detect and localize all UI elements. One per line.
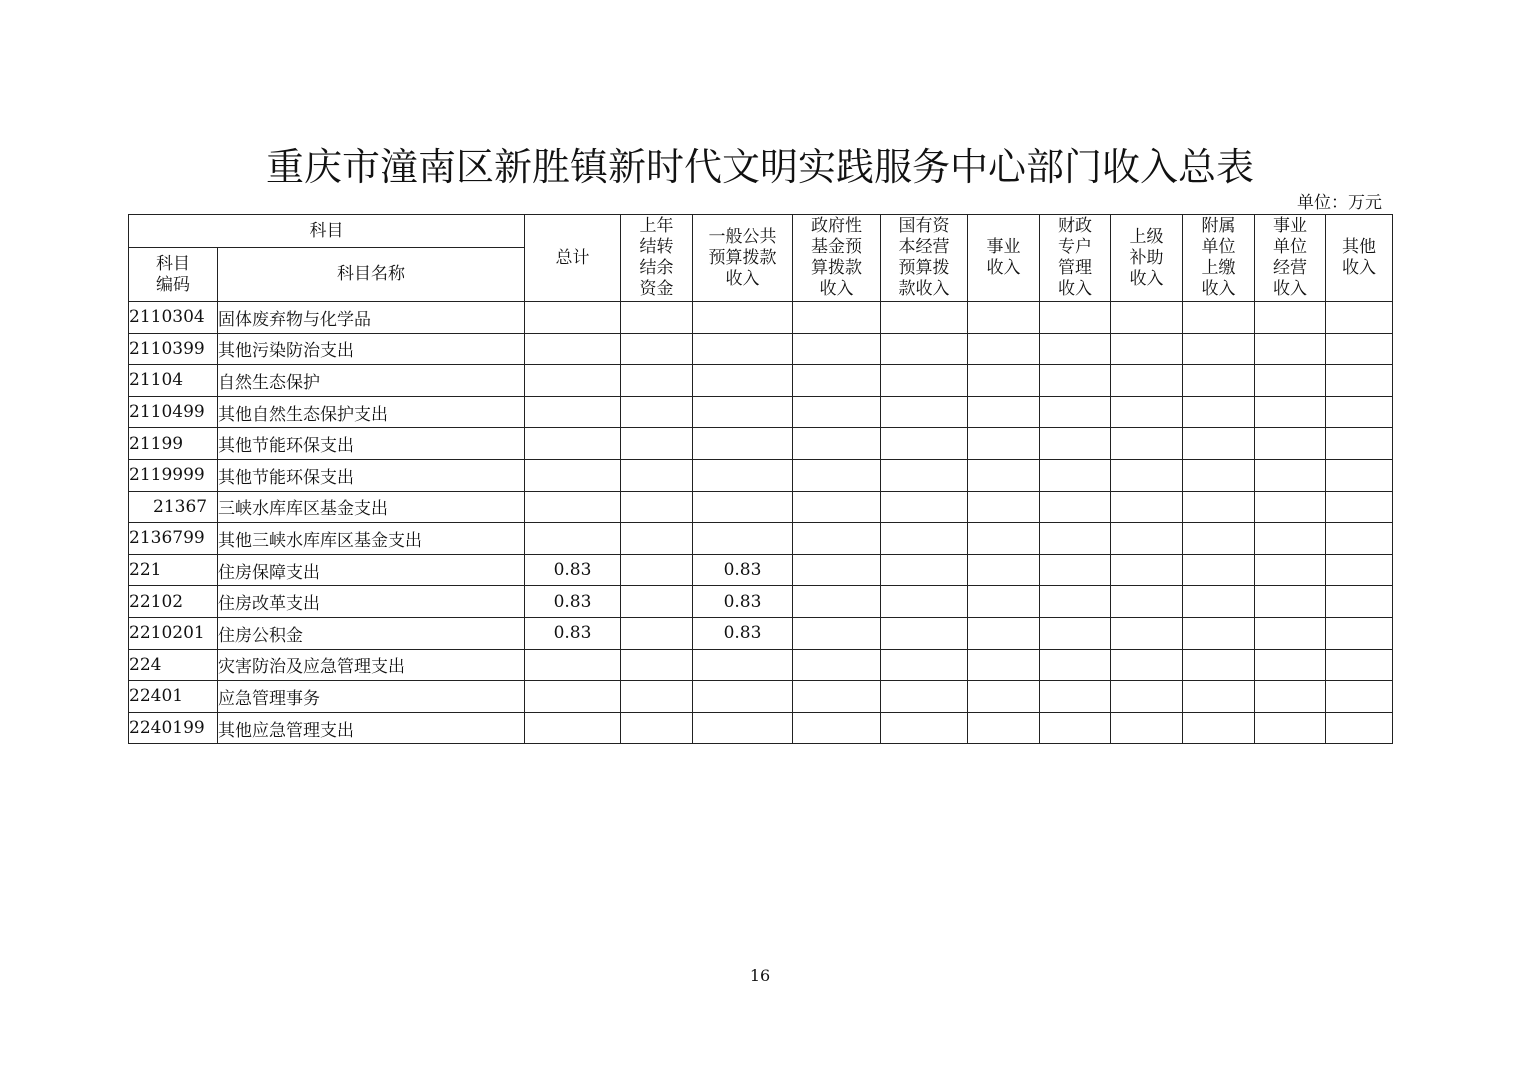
row-total xyxy=(525,302,621,334)
row-business-income xyxy=(968,428,1040,460)
row-gov-fund xyxy=(793,712,881,744)
row-carryover xyxy=(621,649,693,681)
row-other-income xyxy=(1326,649,1393,681)
row-state-capital xyxy=(881,523,968,555)
row-code: 2110499 xyxy=(129,396,218,428)
row-superior-subsidy xyxy=(1111,396,1183,428)
row-other-income xyxy=(1326,712,1393,744)
row-business-income xyxy=(968,554,1040,586)
row-operating-income xyxy=(1255,649,1326,681)
row-carryover xyxy=(621,586,693,618)
row-state-capital xyxy=(881,428,968,460)
row-state-capital xyxy=(881,491,968,523)
row-special-account xyxy=(1040,649,1111,681)
row-other-income xyxy=(1326,459,1393,491)
header-carryover: 上年 结转 结余 资金 xyxy=(621,215,693,302)
row-business-income xyxy=(968,333,1040,365)
row-special-account xyxy=(1040,302,1111,334)
row-business-income xyxy=(968,365,1040,397)
row-code: 21199 xyxy=(129,428,218,460)
row-other-income xyxy=(1326,554,1393,586)
row-affiliated-income xyxy=(1183,302,1255,334)
row-general-budget: 0.83 xyxy=(693,617,793,649)
row-carryover xyxy=(621,523,693,555)
row-code: 2119999 xyxy=(129,459,218,491)
row-general-budget xyxy=(693,681,793,713)
header-gov-fund: 政府性 基金预 算拨款 收入 xyxy=(793,215,881,302)
row-code: 2240199 xyxy=(129,712,218,744)
row-operating-income xyxy=(1255,523,1326,555)
row-general-budget xyxy=(693,491,793,523)
row-operating-income xyxy=(1255,459,1326,491)
row-code: 2110399 xyxy=(129,333,218,365)
table-row xyxy=(129,681,1393,713)
row-superior-subsidy xyxy=(1111,681,1183,713)
row-state-capital xyxy=(881,681,968,713)
row-carryover xyxy=(621,617,693,649)
row-code: 2210201 xyxy=(129,617,218,649)
row-carryover xyxy=(621,554,693,586)
row-operating-income xyxy=(1255,491,1326,523)
row-general-budget xyxy=(693,459,793,491)
row-affiliated-income xyxy=(1183,459,1255,491)
row-total xyxy=(525,649,621,681)
row-affiliated-income xyxy=(1183,617,1255,649)
row-total: 0.83 xyxy=(525,586,621,618)
row-gov-fund xyxy=(793,491,881,523)
row-operating-income xyxy=(1255,617,1326,649)
row-gov-fund xyxy=(793,649,881,681)
row-name: 住房公积金 xyxy=(218,617,525,649)
row-general-budget xyxy=(693,396,793,428)
row-total xyxy=(525,712,621,744)
row-special-account xyxy=(1040,491,1111,523)
row-other-income xyxy=(1326,523,1393,555)
row-carryover xyxy=(621,396,693,428)
row-general-budget xyxy=(693,712,793,744)
row-business-income xyxy=(968,617,1040,649)
row-name: 固体废弃物与化学品 xyxy=(218,302,525,334)
row-gov-fund xyxy=(793,365,881,397)
row-name: 自然生态保护 xyxy=(218,365,525,397)
unit-label: 单位：万元 xyxy=(1297,193,1382,213)
row-business-income xyxy=(968,586,1040,618)
row-name: 其他节能环保支出 xyxy=(218,428,525,460)
row-affiliated-income xyxy=(1183,365,1255,397)
row-name: 其他节能环保支出 xyxy=(218,459,525,491)
row-business-income xyxy=(968,712,1040,744)
row-special-account xyxy=(1040,681,1111,713)
row-superior-subsidy xyxy=(1111,523,1183,555)
row-name: 其他污染防治支出 xyxy=(218,333,525,365)
header-superior-subsidy: 上级 补助 收入 xyxy=(1111,215,1183,302)
row-state-capital xyxy=(881,649,968,681)
row-carryover xyxy=(621,333,693,365)
row-general-budget: 0.83 xyxy=(693,554,793,586)
row-total xyxy=(525,396,621,428)
header-total: 总计 xyxy=(525,215,621,302)
row-affiliated-income xyxy=(1183,523,1255,555)
row-state-capital xyxy=(881,554,968,586)
row-general-budget xyxy=(693,523,793,555)
table-row xyxy=(129,617,1393,649)
header-special-account: 财政 专户 管理 收入 xyxy=(1040,215,1111,302)
row-affiliated-income xyxy=(1183,333,1255,365)
row-affiliated-income xyxy=(1183,649,1255,681)
row-gov-fund xyxy=(793,459,881,491)
row-other-income xyxy=(1326,365,1393,397)
row-superior-subsidy xyxy=(1111,365,1183,397)
table-row xyxy=(129,428,1393,460)
row-name: 应急管理事务 xyxy=(218,681,525,713)
row-business-income xyxy=(968,649,1040,681)
header-state-capital: 国有资 本经营 预算拨 款收入 xyxy=(881,215,968,302)
row-operating-income xyxy=(1255,333,1326,365)
row-operating-income xyxy=(1255,428,1326,460)
row-superior-subsidy xyxy=(1111,302,1183,334)
row-operating-income xyxy=(1255,681,1326,713)
row-total xyxy=(525,333,621,365)
row-gov-fund xyxy=(793,554,881,586)
row-superior-subsidy xyxy=(1111,428,1183,460)
row-business-income xyxy=(968,396,1040,428)
row-other-income xyxy=(1326,681,1393,713)
row-other-income xyxy=(1326,428,1393,460)
page-title: 重庆市潼南区新胜镇新时代文明实践服务中心部门收入总表 xyxy=(265,145,1254,189)
row-code: 224 xyxy=(129,649,218,681)
row-state-capital xyxy=(881,459,968,491)
row-superior-subsidy xyxy=(1111,712,1183,744)
header-name: 科目名称 xyxy=(218,248,525,302)
row-carryover xyxy=(621,712,693,744)
row-total xyxy=(525,428,621,460)
row-special-account xyxy=(1040,712,1111,744)
row-gov-fund xyxy=(793,617,881,649)
row-special-account xyxy=(1040,365,1111,397)
row-state-capital xyxy=(881,333,968,365)
row-total xyxy=(525,365,621,397)
row-special-account xyxy=(1040,523,1111,555)
row-superior-subsidy xyxy=(1111,459,1183,491)
row-general-budget xyxy=(693,333,793,365)
table-row xyxy=(129,491,1393,523)
row-affiliated-income xyxy=(1183,554,1255,586)
row-carryover xyxy=(621,459,693,491)
table-row xyxy=(129,523,1393,555)
row-special-account xyxy=(1040,586,1111,618)
row-code: 221 xyxy=(129,554,218,586)
row-operating-income xyxy=(1255,396,1326,428)
row-operating-income xyxy=(1255,302,1326,334)
income-summary-table xyxy=(128,214,1393,744)
row-superior-subsidy xyxy=(1111,649,1183,681)
row-affiliated-income xyxy=(1183,428,1255,460)
row-business-income xyxy=(968,302,1040,334)
row-operating-income xyxy=(1255,554,1326,586)
row-special-account xyxy=(1040,554,1111,586)
row-code: 2110304 xyxy=(129,302,218,334)
row-operating-income xyxy=(1255,712,1326,744)
row-state-capital xyxy=(881,365,968,397)
row-name: 灾害防治及应急管理支出 xyxy=(218,649,525,681)
row-general-budget xyxy=(693,365,793,397)
row-superior-subsidy xyxy=(1111,586,1183,618)
row-business-income xyxy=(968,523,1040,555)
header-code: 科目 编码 xyxy=(129,248,218,302)
header-affiliated-income: 附属 单位 上缴 收入 xyxy=(1183,215,1255,302)
row-other-income xyxy=(1326,491,1393,523)
row-special-account xyxy=(1040,333,1111,365)
row-carryover xyxy=(621,681,693,713)
row-affiliated-income xyxy=(1183,712,1255,744)
row-code: 21104 xyxy=(129,365,218,397)
row-name: 住房改革支出 xyxy=(218,586,525,618)
row-other-income xyxy=(1326,302,1393,334)
row-superior-subsidy xyxy=(1111,617,1183,649)
row-affiliated-income xyxy=(1183,491,1255,523)
table-row xyxy=(129,302,1393,334)
table-row xyxy=(129,649,1393,681)
row-superior-subsidy xyxy=(1111,491,1183,523)
row-gov-fund xyxy=(793,428,881,460)
row-state-capital xyxy=(881,302,968,334)
row-gov-fund xyxy=(793,396,881,428)
row-carryover xyxy=(621,428,693,460)
table-row xyxy=(129,712,1393,744)
row-total xyxy=(525,523,621,555)
row-special-account xyxy=(1040,428,1111,460)
row-special-account xyxy=(1040,396,1111,428)
row-business-income xyxy=(968,459,1040,491)
row-code: 22102 xyxy=(129,586,218,618)
table-row xyxy=(129,333,1393,365)
row-special-account xyxy=(1040,459,1111,491)
row-superior-subsidy xyxy=(1111,554,1183,586)
row-general-budget xyxy=(693,428,793,460)
row-carryover xyxy=(621,365,693,397)
row-state-capital xyxy=(881,617,968,649)
header-subject: 科目 xyxy=(129,215,525,248)
row-business-income xyxy=(968,681,1040,713)
header-operating-income: 事业 单位 经营 收入 xyxy=(1255,215,1326,302)
row-gov-fund xyxy=(793,523,881,555)
header-general-budget: 一般公共 预算拨款 收入 xyxy=(693,215,793,302)
row-special-account xyxy=(1040,617,1111,649)
row-affiliated-income xyxy=(1183,396,1255,428)
row-other-income xyxy=(1326,396,1393,428)
table-row xyxy=(129,554,1393,586)
table-row xyxy=(129,459,1393,491)
row-business-income xyxy=(968,491,1040,523)
row-gov-fund xyxy=(793,333,881,365)
table-row xyxy=(129,365,1393,397)
header-business-income: 事业 收入 xyxy=(968,215,1040,302)
table-row xyxy=(129,396,1393,428)
page-number: 16 xyxy=(749,966,771,985)
row-name: 其他三峡水库库区基金支出 xyxy=(218,523,525,555)
row-name: 其他自然生态保护支出 xyxy=(218,396,525,428)
row-gov-fund xyxy=(793,586,881,618)
row-carryover xyxy=(621,302,693,334)
row-operating-income xyxy=(1255,365,1326,397)
row-general-budget xyxy=(693,649,793,681)
row-general-budget xyxy=(693,302,793,334)
row-affiliated-income xyxy=(1183,681,1255,713)
row-gov-fund xyxy=(793,681,881,713)
row-code: 22401 xyxy=(129,681,218,713)
row-name: 住房保障支出 xyxy=(218,554,525,586)
row-other-income xyxy=(1326,586,1393,618)
row-name: 其他应急管理支出 xyxy=(218,712,525,744)
row-carryover xyxy=(621,491,693,523)
row-state-capital xyxy=(881,396,968,428)
header-other-income: 其他 收入 xyxy=(1326,215,1393,302)
row-total xyxy=(525,459,621,491)
row-affiliated-income xyxy=(1183,586,1255,618)
table-row xyxy=(129,586,1393,618)
row-other-income xyxy=(1326,617,1393,649)
row-total xyxy=(525,491,621,523)
row-other-income xyxy=(1326,333,1393,365)
row-state-capital xyxy=(881,712,968,744)
row-code: 21367 xyxy=(129,491,218,523)
row-general-budget: 0.83 xyxy=(693,586,793,618)
row-operating-income xyxy=(1255,586,1326,618)
row-total: 0.83 xyxy=(525,617,621,649)
row-name: 三峡水库库区基金支出 xyxy=(218,491,525,523)
row-total xyxy=(525,681,621,713)
row-superior-subsidy xyxy=(1111,333,1183,365)
row-gov-fund xyxy=(793,302,881,334)
row-code: 2136799 xyxy=(129,523,218,555)
row-state-capital xyxy=(881,586,968,618)
row-total: 0.83 xyxy=(525,554,621,586)
